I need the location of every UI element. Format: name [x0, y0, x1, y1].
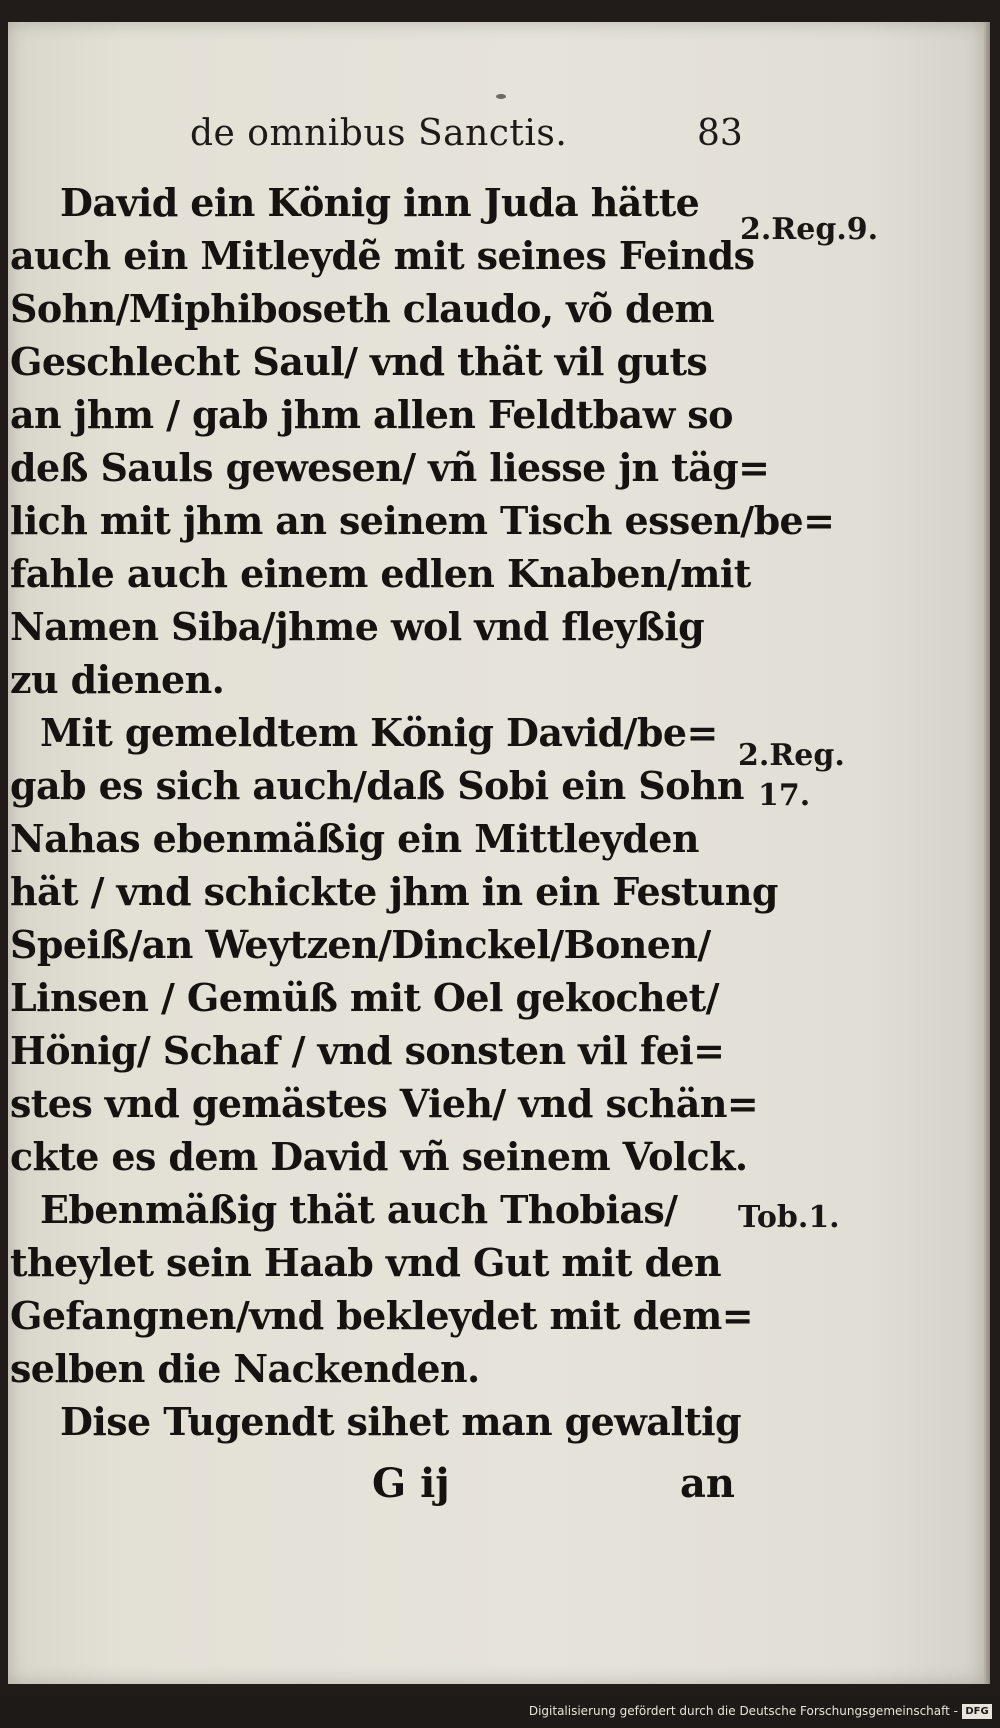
text-line: Namen Siba/jhme wol vnd fleyßig [10, 604, 705, 649]
text-line: selben die Nackenden. [10, 1346, 480, 1391]
catchword: an [680, 1460, 735, 1507]
text-line: Geschlecht Saul/ vnd thät vil guts [10, 339, 708, 384]
text-line: Nahas ebenmäßig ein Mittleyden [10, 816, 699, 861]
text-line: ckte es dem David vñ seinem Volck. [10, 1134, 748, 1179]
margin-note-reference: 2.Reg.9. [740, 212, 879, 247]
text-line: Speiß/an Weytzen/Dinckel/Bonen/ [10, 922, 711, 967]
ink-smudge [496, 94, 506, 99]
text-line: stes vnd gemästes Vieh/ vnd schän= [10, 1081, 759, 1126]
text-line: zu dienen. [10, 657, 225, 702]
dfg-logo: DFG [962, 1704, 992, 1719]
text-line: theylet sein Haab vnd Gut mit den [10, 1240, 722, 1285]
page-edge [984, 22, 990, 1684]
text-line: David ein König inn Juda hätte [60, 180, 700, 225]
text-line: Ebenmäßig thät auch Thobias/ [40, 1187, 678, 1232]
running-title: de omnibus Sanctis. [190, 113, 568, 154]
text-line: fahle auch einem edlen Knaben/mit [10, 551, 751, 596]
text-line: hät / vnd schickte jhm in ein Festung [10, 869, 778, 914]
text-line: Hönig/ Schaf / vnd sonsten vil fei= [10, 1028, 725, 1073]
text-line: an jhm / gab jhm allen Feldtbaw so [10, 392, 733, 437]
text-line: Mit gemeldtem König David/be= [40, 710, 718, 755]
digitization-footer [0, 1696, 1000, 1728]
text-line: lich mit jhm an seinem Tisch essen/be= [10, 498, 835, 543]
text-line: deß Sauls gewesen/ vñ liesse jn täg= [10, 445, 770, 490]
text-line: Dise Tugendt sihet man gewaltig [60, 1399, 741, 1444]
text-line: Gefangnen/vnd bekleydet mit dem= [10, 1293, 753, 1338]
margin-note-reference: 2.Reg. [738, 738, 845, 773]
funding-credit: Digitalisierung gefördert durch die Deutsche Forschungsgemeinschaft - [528, 1704, 958, 1718]
signature-mark: G ij [372, 1460, 450, 1507]
text-line: gab es sich auch/daß Sobi ein Sohn [10, 763, 744, 808]
margin-note-reference: Tob.1. [738, 1200, 840, 1235]
page-number: 83 [697, 113, 743, 154]
margin-note-reference: 17. [758, 778, 811, 813]
text-line: Linsen / Gemüß mit Oel gekochet/ [10, 975, 719, 1020]
text-line: Sohn/Miphiboseth claudo, võ dem [10, 286, 715, 331]
text-line: auch ein Mitleydẽ mit seines Feinds [10, 233, 755, 278]
